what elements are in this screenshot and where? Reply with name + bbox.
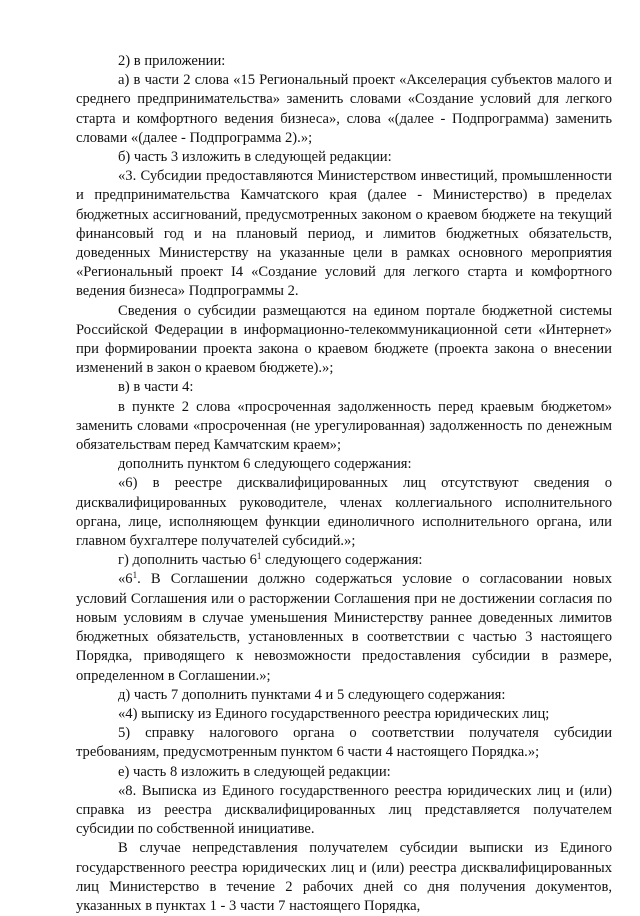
paragraph-item-e: е) часть 8 изложить в следующей редакции: [118,763,391,780]
superscript: 1 [132,570,138,581]
paragraph-point-6: «6) в реестре дисквалифицированных лиц отсутствуют сведения о дисквалифицированных руководителе, членах коллегиального исполнительного органа, лице, исполняющем функции единоличного исполнительного органа, или главном бухгалтере получателей субсидий.»; [76,475,612,550]
paragraph-subsidy-info: Сведения о субсидии размещаются на едином портале бюджетной системы Российской Федерации в информационно-телекоммуникационной сети «Интернет» при формировании проекта закона о краевом бюджете (проекта закона о внесении изменений в закон о краевом бюджете).»; [76,302,612,377]
paragraph-point-5: 5) справку налогового органа о соответствии получателя субсидии требованиям, предусмотренным пунктом 6 части 4 настоящего Порядка.»; [76,725,612,761]
paragraph-annex-intro: 2) в приложении: [118,53,226,69]
paragraph-point-2: в пункте 2 слова «просроченная задолженность перед краевым бюджетом» заменить словами «просроченная (не урегулированная) задолженность по денежным обязательствам перед Камчатским краем»; [76,398,612,454]
text-fragment: «6 [118,571,133,588]
document-page [76,52,612,916]
text-fragment: . В Соглашении должно содержаться условие о согласовании новых условий Соглашения или о расторжении Соглашения при не достижении согласия по новым условиям в случае уменьшения Министерству раннее доведенных лимитов бюджетных обязательств, установленных в соответствии с частью 3 настоящего Порядка, приводящего к невозможности предоставления субсидии в размере, определенном в Соглашении.»; [76,571,612,684]
text-fragment: г) дополнить частью 6 [118,552,257,569]
paragraph-part-6-1 [76,570,612,685]
paragraph-item-g [76,551,612,570]
superscript: 1 [256,551,262,562]
paragraph-item-a: а) в части 2 слова «15 Региональный проект «Акселерация субъектов малого и среднего предпринимательства» заменить словами «Создание условий для легкого старта и комфортного ведения бизнеса», слова «(далее - Подпрограмма) заменить словами «(далее - Подпрограмма 2).»; [76,72,612,146]
paragraph-item-v: в) в части 4: [118,379,194,396]
paragraph-part-8: «8. Выписка из Единого государственного реестра юридических лиц и (или) справка из реестра дисквалифицированных лиц представляется получателем субсидии по собственной инициативе. [76,782,612,838]
paragraph-point-4: «4) выписку из Единого государственного реестра юридических лиц; [118,705,550,722]
paragraph-item-b: б) часть 3 изложить в следующей редакции: [118,149,392,166]
paragraph-add-point-6: дополнить пунктом 6 следующего содержания: [118,456,412,473]
paragraph-item-d: д) часть 7 дополнить пунктами 4 и 5 следующего содержания: [118,686,506,703]
text-fragment: следующего содержания: [261,552,423,569]
paragraph-non-submission: В случае непредставления получателем субсидии выписки из Единого государственного реестра юридических лиц и (или) реестра дисквалифицированных лиц Министерство в течение 2 рабочих дней со дня получения документов, указанных в пунктах 1 - 3 части 7 настоящего Порядка, [76,840,612,914]
paragraph-part-3: «3. Субсидии предоставляются Министерством инвестиций, промышленности и предпринимательства Камчатского края (далее - Министерство) в пределах бюджетных ассигнований, предусмотренных законом о краевом бюджете на текущий финансовый год и на плановый период, и лимитов бюджетных обязательств, доведенных Министерству на указанные цели в рамках основного мероприятия «Региональный проект I4 «Создание условий для легкого старта и комфортного ведения бизнеса» Подпрограммы 2. [76,168,612,300]
